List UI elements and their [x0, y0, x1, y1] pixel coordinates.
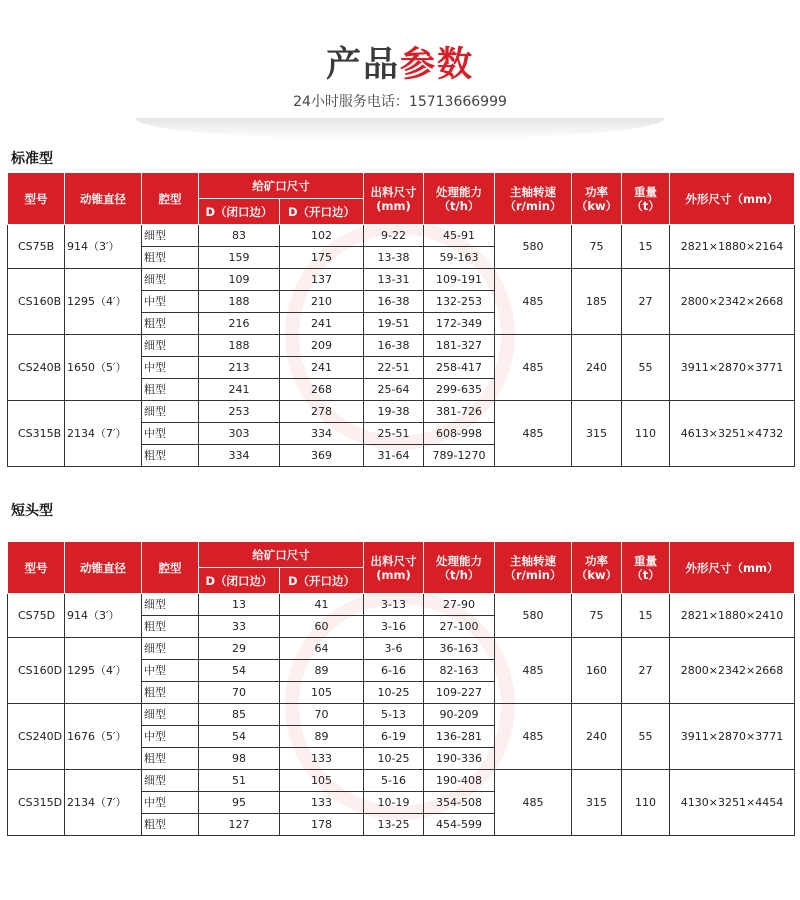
feed-closed-cell: 127 — [199, 814, 280, 836]
feed-closed-cell: 13 — [199, 594, 280, 616]
discharge-cell: 10-19 — [364, 792, 424, 814]
spec-table-standard — [7, 172, 795, 467]
feed-closed-cell: 241 — [199, 379, 280, 401]
header-cone-diameter: 动锥直径 — [65, 173, 142, 225]
table-row — [8, 770, 795, 792]
feed-open-cell: 105 — [280, 770, 364, 792]
cavity-cell: 粗型 — [142, 379, 199, 401]
discharge-cell: 16-38 — [364, 335, 424, 357]
feed-open-cell: 133 — [280, 792, 364, 814]
discharge-cell: 3-13 — [364, 594, 424, 616]
weight-cell: 15 — [622, 594, 670, 638]
title-part-2: 参数 — [400, 45, 475, 85]
feed-open-cell: 278 — [280, 401, 364, 423]
table-row — [8, 225, 795, 247]
feed-closed-cell: 85 — [199, 704, 280, 726]
power-cell: 185 — [572, 269, 622, 335]
capacity-cell: 454-599 — [424, 814, 495, 836]
cavity-cell: 细型 — [142, 770, 199, 792]
feed-open-cell: 241 — [280, 313, 364, 335]
cone-diameter-cell: 2134（7′） — [65, 401, 142, 467]
header-power-line1: 功率 — [585, 553, 608, 568]
cavity-cell: 中型 — [142, 660, 199, 682]
header-weight-line1: 重量 — [634, 553, 657, 568]
discharge-cell: 10-25 — [364, 748, 424, 770]
feed-open-cell: 175 — [280, 247, 364, 269]
power-cell: 315 — [572, 770, 622, 836]
speed-cell: 485 — [495, 638, 572, 704]
header-cone-diameter: 动锥直径 — [65, 542, 142, 594]
header-speed — [495, 542, 572, 594]
header-speed-line1: 主轴转速 — [510, 553, 556, 568]
header-capacity — [424, 173, 495, 225]
cone-diameter-cell: 914（3′） — [65, 225, 142, 269]
feed-closed-cell: 54 — [199, 726, 280, 748]
speed-cell: 485 — [495, 269, 572, 335]
discharge-cell: 9-22 — [364, 225, 424, 247]
feed-closed-cell: 51 — [199, 770, 280, 792]
capacity-cell: 82-163 — [424, 660, 495, 682]
feed-closed-cell: 109 — [199, 269, 280, 291]
model-cell: CS160B — [8, 269, 65, 335]
header-weight — [622, 173, 670, 225]
table-row — [8, 269, 795, 291]
feed-open-cell: 241 — [280, 357, 364, 379]
header-cavity: 腔型 — [142, 173, 199, 225]
header-feed-open: D（开口边） — [280, 199, 364, 225]
header-discharge — [364, 542, 424, 594]
feed-closed-cell: 54 — [199, 660, 280, 682]
feed-open-cell: 105 — [280, 682, 364, 704]
header-power-line2: （kw） — [575, 567, 618, 582]
capacity-cell: 181-327 — [424, 335, 495, 357]
header-dimension: 外形尺寸（mm） — [670, 542, 795, 594]
dimension-cell: 2821×1880×2164 — [670, 225, 795, 269]
feed-open-cell: 369 — [280, 445, 364, 467]
header-capacity — [424, 542, 495, 594]
header-capacity-line1: 处理能力 — [436, 553, 482, 568]
capacity-cell: 27-100 — [424, 616, 495, 638]
speed-cell: 485 — [495, 704, 572, 770]
cavity-cell: 细型 — [142, 269, 199, 291]
table-row — [8, 335, 795, 357]
cone-diameter-cell: 1295（4′） — [65, 269, 142, 335]
discharge-cell: 31-64 — [364, 445, 424, 467]
weight-cell: 110 — [622, 770, 670, 836]
discharge-cell: 25-51 — [364, 423, 424, 445]
dimension-cell: 4130×3251×4454 — [670, 770, 795, 836]
header-feed-opening: 给矿口尺寸 — [199, 542, 364, 568]
feed-closed-cell: 213 — [199, 357, 280, 379]
header-weight-line2: （t） — [631, 198, 660, 213]
cone-diameter-cell: 1295（4′） — [65, 638, 142, 704]
feed-closed-cell: 188 — [199, 335, 280, 357]
capacity-cell: 90-209 — [424, 704, 495, 726]
table-row — [8, 594, 795, 616]
dimension-cell: 4613×3251×4732 — [670, 401, 795, 467]
cavity-cell: 粗型 — [142, 313, 199, 335]
header-speed-line1: 主轴转速 — [510, 184, 556, 199]
header-speed-line2: （r/min） — [504, 567, 562, 582]
feed-closed-cell: 33 — [199, 616, 280, 638]
discharge-cell: 10-25 — [364, 682, 424, 704]
feed-closed-cell: 216 — [199, 313, 280, 335]
page-title — [0, 43, 800, 87]
cavity-cell: 细型 — [142, 638, 199, 660]
cavity-cell: 粗型 — [142, 247, 199, 269]
discharge-cell: 16-38 — [364, 291, 424, 313]
capacity-cell: 608-998 — [424, 423, 495, 445]
capacity-cell: 172-349 — [424, 313, 495, 335]
feed-open-cell: 268 — [280, 379, 364, 401]
speed-cell: 580 — [495, 594, 572, 638]
capacity-cell: 136-281 — [424, 726, 495, 748]
cavity-cell: 中型 — [142, 423, 199, 445]
dimension-cell: 3911×2870×3771 — [670, 335, 795, 401]
header-feed-closed: D（闭口边） — [199, 568, 280, 594]
feed-open-cell: 41 — [280, 594, 364, 616]
header-feed-closed: D（闭口边） — [199, 199, 280, 225]
cavity-cell: 细型 — [142, 704, 199, 726]
cavity-cell: 细型 — [142, 594, 199, 616]
discharge-cell: 5-13 — [364, 704, 424, 726]
capacity-cell: 381-726 — [424, 401, 495, 423]
feed-open-cell: 210 — [280, 291, 364, 313]
capacity-cell: 59-163 — [424, 247, 495, 269]
cavity-cell: 粗型 — [142, 682, 199, 704]
cavity-cell: 粗型 — [142, 445, 199, 467]
discharge-cell: 3-16 — [364, 616, 424, 638]
capacity-cell: 299-635 — [424, 379, 495, 401]
header-power — [572, 542, 622, 594]
feed-open-cell: 89 — [280, 660, 364, 682]
discharge-cell: 6-19 — [364, 726, 424, 748]
weight-cell: 55 — [622, 704, 670, 770]
power-cell: 75 — [572, 225, 622, 269]
cavity-cell: 细型 — [142, 335, 199, 357]
cavity-cell: 粗型 — [142, 616, 199, 638]
capacity-cell: 354-508 — [424, 792, 495, 814]
cavity-cell: 细型 — [142, 401, 199, 423]
header-discharge-line1: 出料尺寸 — [370, 553, 417, 568]
capacity-cell: 132-253 — [424, 291, 495, 313]
model-cell: CS75B — [8, 225, 65, 269]
cavity-cell: 粗型 — [142, 814, 199, 836]
header-dimension: 外形尺寸（mm） — [670, 173, 795, 225]
header-feed-opening: 给矿口尺寸 — [199, 173, 364, 199]
model-cell: CS240D — [8, 704, 65, 770]
discharge-cell: 22-51 — [364, 357, 424, 379]
dimension-cell: 2800×2342×2668 — [670, 269, 795, 335]
discharge-cell: 19-51 — [364, 313, 424, 335]
speed-cell: 485 — [495, 401, 572, 467]
cone-diameter-cell: 1676（5′） — [65, 704, 142, 770]
discharge-cell: 6-16 — [364, 660, 424, 682]
title-part-1: 产品 — [325, 45, 400, 85]
model-cell: CS315D — [8, 770, 65, 836]
feed-open-cell: 64 — [280, 638, 364, 660]
weight-cell: 110 — [622, 401, 670, 467]
model-cell: CS315B — [8, 401, 65, 467]
cavity-cell: 细型 — [142, 225, 199, 247]
header-model: 型号 — [8, 173, 65, 225]
capacity-cell: 45-91 — [424, 225, 495, 247]
discharge-cell: 13-25 — [364, 814, 424, 836]
discharge-cell: 13-38 — [364, 247, 424, 269]
table-row — [8, 638, 795, 660]
model-cell: CS160D — [8, 638, 65, 704]
model-cell: CS75D — [8, 594, 65, 638]
cavity-cell: 中型 — [142, 792, 199, 814]
discharge-cell: 13-31 — [364, 269, 424, 291]
header-capacity-line2: （t/h） — [438, 567, 480, 582]
model-cell: CS240B — [8, 335, 65, 401]
feed-closed-cell: 98 — [199, 748, 280, 770]
speed-cell: 485 — [495, 770, 572, 836]
capacity-cell: 190-408 — [424, 770, 495, 792]
feed-open-cell: 89 — [280, 726, 364, 748]
dimension-cell: 2800×2342×2668 — [670, 638, 795, 704]
header-discharge-line2: (mm) — [376, 198, 411, 213]
header-power — [572, 173, 622, 225]
service-hotline: 24小时服务电话：15713666999 — [293, 94, 507, 110]
feed-closed-cell: 83 — [199, 225, 280, 247]
dimension-cell: 2821×1880×2410 — [670, 594, 795, 638]
feed-open-cell: 209 — [280, 335, 364, 357]
feed-closed-cell: 188 — [199, 291, 280, 313]
cavity-cell: 中型 — [142, 357, 199, 379]
table-row — [8, 704, 795, 726]
feed-open-cell: 178 — [280, 814, 364, 836]
feed-closed-cell: 334 — [199, 445, 280, 467]
discharge-cell: 25-64 — [364, 379, 424, 401]
header-speed-line2: （r/min） — [504, 198, 562, 213]
feed-closed-cell: 159 — [199, 247, 280, 269]
standard-table-body — [8, 225, 795, 467]
capacity-cell: 27-90 — [424, 594, 495, 616]
weight-cell: 55 — [622, 335, 670, 401]
weight-cell: 27 — [622, 269, 670, 335]
header-weight-line1: 重量 — [634, 184, 657, 199]
header-power-line2: （kw） — [575, 198, 618, 213]
feed-open-cell: 102 — [280, 225, 364, 247]
feed-open-cell: 60 — [280, 616, 364, 638]
speed-cell: 580 — [495, 225, 572, 269]
header-model: 型号 — [8, 542, 65, 594]
header-capacity-line1: 处理能力 — [436, 184, 482, 199]
power-cell: 240 — [572, 704, 622, 770]
weight-cell: 27 — [622, 638, 670, 704]
feed-closed-cell: 70 — [199, 682, 280, 704]
feed-open-cell: 133 — [280, 748, 364, 770]
weight-cell: 15 — [622, 225, 670, 269]
section-label-short-head: 短头型 — [11, 503, 53, 519]
header-discharge — [364, 173, 424, 225]
discharge-cell: 5-16 — [364, 770, 424, 792]
capacity-cell: 109-227 — [424, 682, 495, 704]
power-cell: 240 — [572, 335, 622, 401]
discharge-cell: 19-38 — [364, 401, 424, 423]
dimension-cell: 3911×2870×3771 — [670, 704, 795, 770]
header-speed — [495, 173, 572, 225]
header-discharge-line2: (mm) — [376, 567, 411, 582]
header-weight — [622, 542, 670, 594]
cavity-cell: 中型 — [142, 726, 199, 748]
header-power-line1: 功率 — [585, 184, 608, 199]
power-cell: 75 — [572, 594, 622, 638]
header-capacity-line2: （t/h） — [438, 198, 480, 213]
cavity-cell: 中型 — [142, 291, 199, 313]
header-weight-line2: （t） — [631, 567, 660, 582]
capacity-cell: 109-191 — [424, 269, 495, 291]
capacity-cell: 190-336 — [424, 748, 495, 770]
cone-diameter-cell: 1650（5′） — [65, 335, 142, 401]
header-cavity: 腔型 — [142, 542, 199, 594]
capacity-cell: 36-163 — [424, 638, 495, 660]
speed-cell: 485 — [495, 335, 572, 401]
header-divider-shadow — [135, 118, 665, 140]
cone-diameter-cell: 2134（7′） — [65, 770, 142, 836]
short-head-table-body — [8, 594, 795, 836]
section-label-standard: 标准型 — [11, 151, 53, 167]
feed-closed-cell: 29 — [199, 638, 280, 660]
power-cell: 160 — [572, 638, 622, 704]
cavity-cell: 粗型 — [142, 748, 199, 770]
header-discharge-line1: 出料尺寸 — [370, 184, 417, 199]
cone-diameter-cell: 914（3′） — [65, 594, 142, 638]
spec-table-short-head — [7, 541, 795, 836]
feed-closed-cell: 253 — [199, 401, 280, 423]
power-cell: 315 — [572, 401, 622, 467]
feed-open-cell: 70 — [280, 704, 364, 726]
capacity-cell: 789-1270 — [424, 445, 495, 467]
discharge-cell: 3-6 — [364, 638, 424, 660]
feed-open-cell: 137 — [280, 269, 364, 291]
header-feed-open: D（开口边） — [280, 568, 364, 594]
page-header — [0, 0, 800, 145]
table-row — [8, 401, 795, 423]
feed-closed-cell: 303 — [199, 423, 280, 445]
feed-closed-cell: 95 — [199, 792, 280, 814]
feed-open-cell: 334 — [280, 423, 364, 445]
capacity-cell: 258-417 — [424, 357, 495, 379]
